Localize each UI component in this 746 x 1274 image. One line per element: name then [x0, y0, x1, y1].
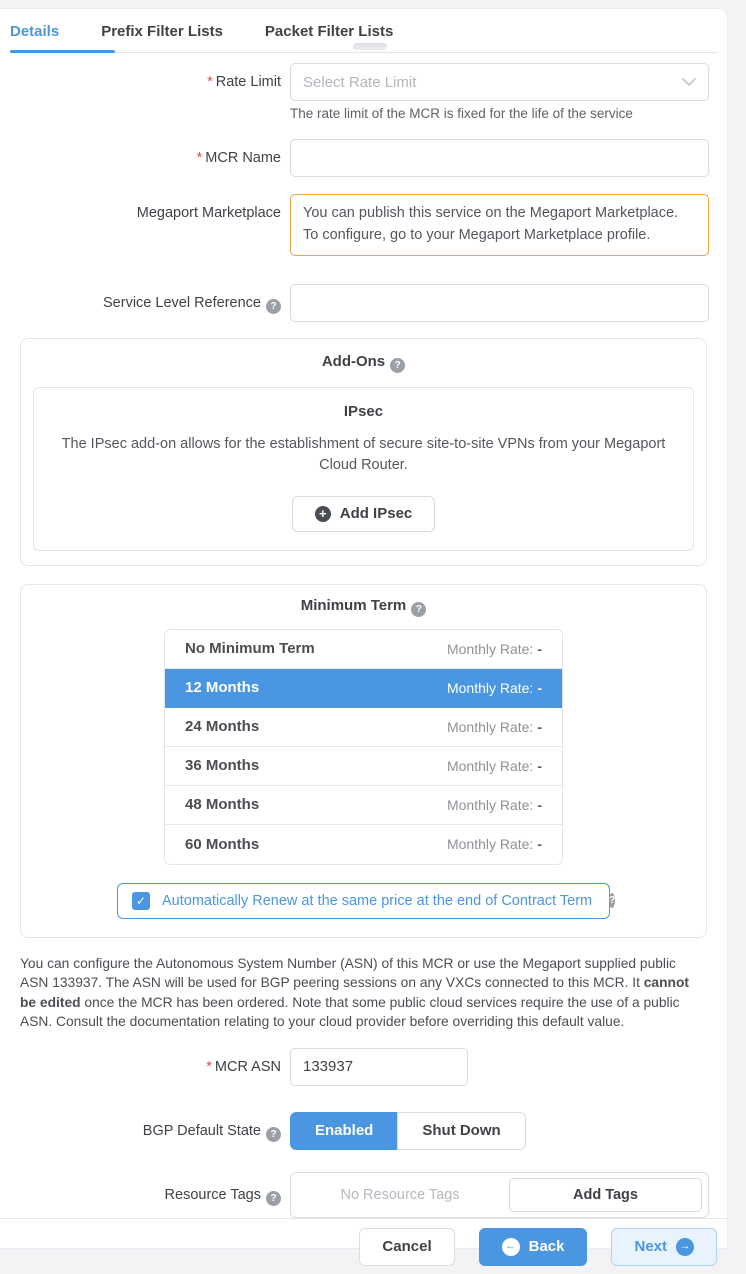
required-asterisk: *	[207, 74, 213, 90]
bgp-enabled-option[interactable]: Enabled	[290, 1112, 397, 1150]
mcr-name-row	[10, 139, 717, 177]
term-option-48-months[interactable]	[165, 786, 562, 825]
rate-limit-row	[10, 63, 717, 121]
help-icon[interactable]: ?	[266, 1127, 281, 1142]
term-monthly-rate: Monthly Rate: -	[446, 640, 542, 657]
checkbox-checked-icon[interactable]: ✓	[132, 892, 150, 910]
marketplace-notice: You can publish this service on the Megaport Marketplace. To configure, go to your Megaport Marketplace profile.	[290, 194, 709, 256]
term-option-label: 60 Months	[185, 835, 260, 853]
mcr-asn-row	[10, 1048, 717, 1086]
minimum-term-card	[20, 584, 707, 938]
plus-circle-icon: +	[315, 506, 331, 522]
rate-limit-helper-text: The rate limit of the MCR is fixed for the life of the service	[290, 106, 633, 121]
minimum-term-list	[164, 629, 563, 865]
mcr-name-input[interactable]	[290, 139, 709, 177]
footer-action-bar	[0, 1218, 727, 1274]
resource-tags-row	[10, 1172, 717, 1218]
mcr-name-label: * MCR Name	[196, 150, 281, 166]
ipsec-title: IPsec	[343, 402, 384, 420]
term-monthly-rate: Monthly Rate: -	[446, 836, 542, 853]
bgp-default-state-label: BGP Default State ?	[10, 1112, 290, 1143]
term-option-no-minimum[interactable]	[165, 630, 562, 669]
term-option-12-months[interactable]	[165, 669, 562, 708]
tab-packet-filter-lists[interactable]: Packet Filter Lists	[264, 23, 394, 40]
rate-limit-select[interactable]	[290, 63, 709, 101]
ipsec-description: The IPsec add-on allows for the establishment of secure site-to-site VPNs from your Megaport Cloud Router.	[61, 435, 666, 473]
tab-prefix-filter-lists[interactable]: Prefix Filter Lists	[101, 23, 223, 40]
asn-description-paragraph: You can configure the Autonomous System Number (ASN) of this MCR or use the Megaport supplied public ASN 133937. The ASN will be used for BGP peering sessions on any VXCs connected to this MCR. It cannot be edited once the MCR has been ordered. Note that some public cloud services require the use of a public ASN. Consult the documentation relating to your cloud provider before overriding this default value.	[20, 955, 689, 1030]
add-ons-card	[20, 338, 707, 566]
chevron-down-icon	[682, 78, 696, 86]
term-option-label: 12 Months	[185, 679, 260, 697]
term-monthly-rate: Monthly Rate: -	[446, 757, 542, 774]
service-level-reference-label: Service Level Reference ?	[10, 284, 290, 315]
auto-renew-checkbox-row[interactable]	[117, 883, 616, 919]
bgp-state-toggle	[290, 1112, 526, 1150]
ipsec-addon-card	[33, 387, 694, 551]
back-arrow-icon: ←	[502, 1238, 520, 1256]
bgp-default-state-row	[10, 1112, 717, 1150]
marketplace-row	[10, 194, 717, 256]
next-arrow-icon: →	[676, 1238, 694, 1256]
term-option-label: No Minimum Term	[185, 640, 315, 658]
mcr-configuration-panel	[0, 8, 728, 1256]
mcr-asn-input[interactable]	[290, 1048, 468, 1086]
term-monthly-rate: Monthly Rate: -	[446, 718, 542, 735]
tab-details[interactable]: Details	[10, 9, 59, 52]
add-ons-title: Add-Ons ?	[21, 353, 706, 373]
term-option-label: 48 Months	[185, 796, 260, 814]
cancel-button[interactable]: Cancel	[359, 1228, 454, 1266]
rate-limit-placeholder: Select Rate Limit	[303, 73, 417, 91]
resource-tags-box	[290, 1172, 709, 1218]
term-option-36-months[interactable]	[165, 747, 562, 786]
marketplace-label: Megaport Marketplace	[136, 205, 281, 221]
help-icon[interactable]: ?	[411, 602, 426, 617]
minimum-term-title: Minimum Term ?	[21, 597, 706, 617]
help-icon[interactable]: ?	[266, 299, 281, 314]
tab-bar	[10, 9, 717, 53]
term-option-label: 36 Months	[185, 757, 260, 775]
help-icon[interactable]: ?	[609, 895, 616, 907]
scrollbar-track[interactable]	[728, 0, 746, 1256]
resource-tags-label: Resource Tags ?	[10, 1172, 290, 1207]
term-option-24-months[interactable]	[165, 708, 562, 747]
help-icon[interactable]: ?	[390, 358, 405, 373]
help-icon[interactable]: ?	[266, 1191, 281, 1206]
service-level-reference-input[interactable]	[290, 284, 709, 322]
mcr-asn-label: * MCR ASN	[206, 1058, 281, 1075]
no-resource-tags-text: No Resource Tags	[340, 1186, 460, 1203]
term-option-60-months[interactable]	[165, 825, 562, 864]
term-monthly-rate: Monthly Rate: -	[446, 796, 542, 813]
required-asterisk: *	[196, 150, 203, 166]
required-asterisk: *	[206, 1058, 212, 1075]
bgp-shutdown-option[interactable]: Shut Down	[397, 1112, 525, 1150]
term-monthly-rate: Monthly Rate: -	[446, 679, 542, 696]
term-option-label: 24 Months	[185, 718, 260, 736]
add-tags-button[interactable]: Add Tags	[509, 1178, 702, 1212]
auto-renew-label: Automatically Renew at the same price at the end of Contract Term	[162, 892, 593, 909]
scrollbar-thumb-artifact	[353, 43, 387, 50]
back-button[interactable]: ← Back	[479, 1228, 588, 1266]
service-level-reference-row	[10, 284, 717, 322]
add-ipsec-button[interactable]: + Add IPsec	[292, 496, 436, 532]
next-button[interactable]: Next →	[611, 1228, 717, 1266]
rate-limit-label: * Rate Limit	[207, 74, 281, 90]
